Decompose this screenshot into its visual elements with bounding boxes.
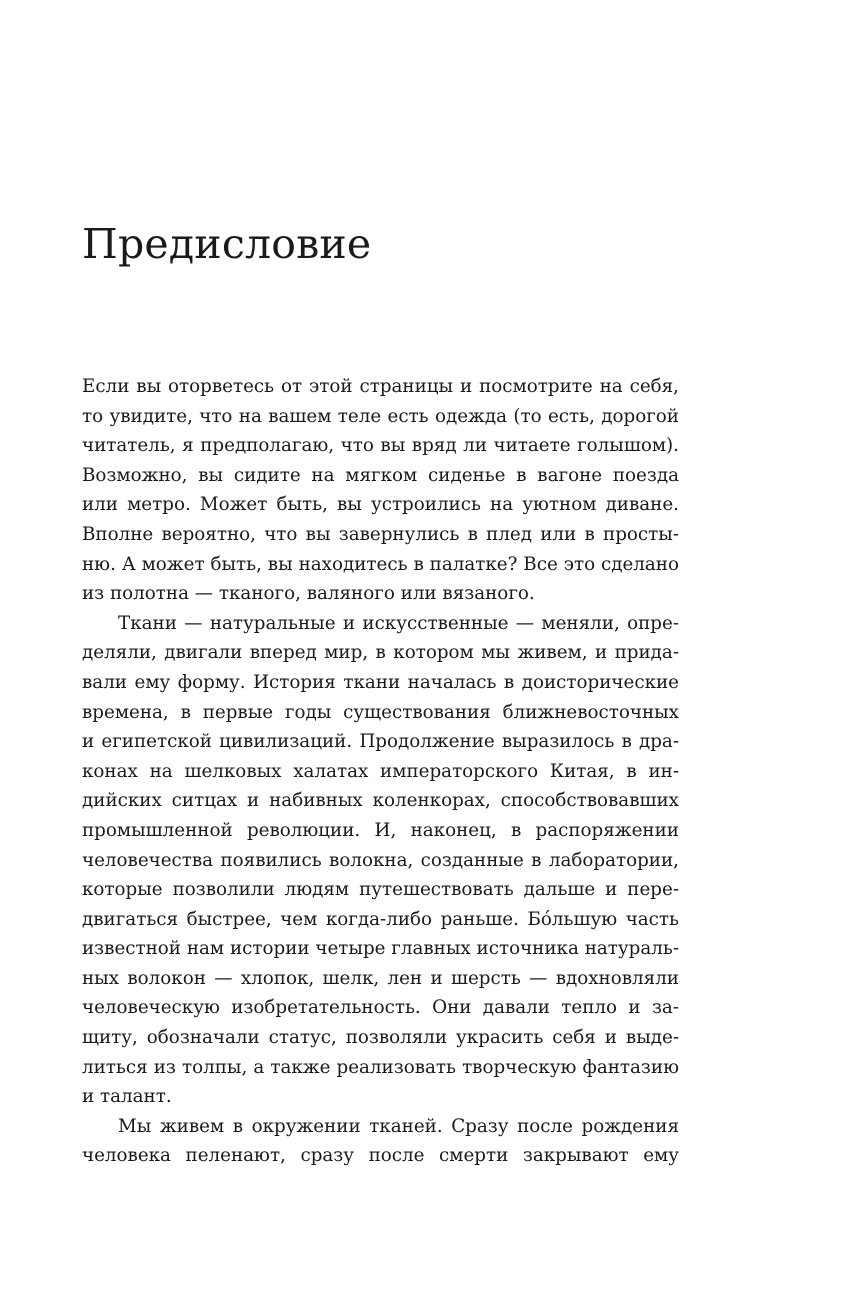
text-line: вали ему форму. История ткани началась в доисторические — [82, 671, 679, 693]
text-line: читатель, я предполагаю, что вы вряд ли читаете голышом). — [82, 435, 679, 457]
text-line: которые позволили людям путешествовать дальше и пере- — [82, 879, 679, 901]
text-line: конах на шелковых халатах императорского Китая, в ин- — [82, 760, 679, 782]
text-line: Если вы оторветесь от этой страницы и посмотрите на себя, — [82, 376, 679, 397]
text-line: ных волокон — хлопок, шелк, лен и шерсть — вдохновляли — [82, 967, 679, 989]
text-line: Возможно, вы сидите на мягком сиденье в вагоне поезда — [82, 464, 679, 486]
text-line: литься из толпы, а также реализовать творческую фантазию — [82, 1056, 679, 1078]
text-line: или метро. Может быть, вы устроились на уютном диване. — [82, 494, 679, 516]
text-line: щиту, обозначали статус, позволяли украсить себя и выде- — [82, 1027, 679, 1049]
text-line: человеческую изобретательность. Они давали тепло и за- — [82, 997, 679, 1019]
text-line: дийских ситцах и набивных коленкорах, способствовавших — [82, 790, 679, 812]
text-line: из полотна — тканого, валяного или вязаного. — [82, 583, 535, 605]
paragraph — [82, 609, 679, 1112]
text-line: Мы живем в окружении тканей. Сразу после рождения — [118, 1115, 679, 1137]
text-line: промышленной революции. И, наконец, в распоряжении — [82, 819, 679, 841]
text-line: известной нам истории четыре главных источника натураль- — [82, 938, 679, 960]
body-text — [82, 372, 679, 1171]
text-line: то увидите, что на вашем теле есть одежда (то есть, дорогой — [82, 405, 679, 427]
text-line: ню. А может быть, вы находитесь в палатке? Все это сделано — [82, 553, 679, 575]
paragraph — [82, 1112, 679, 1171]
text-line: деляли, двигали вперед мир, в котором мы живем, и прида- — [82, 642, 679, 664]
paragraph — [82, 372, 679, 609]
text-line: времена, в первые годы существования ближневосточных — [82, 701, 679, 723]
text-line: и египетской цивилизаций. Продолжение выразилось в дра- — [82, 731, 679, 753]
chapter-title: Предисловие — [82, 220, 372, 268]
text-line: человечества появились волокна, созданные в лаборатории, — [82, 849, 679, 871]
text-line: человека пеленают, сразу после смерти закрывают ему — [82, 1145, 679, 1167]
text-line: и талант. — [82, 1086, 172, 1108]
text-line: Ткани — натуральные и искусственные — меняли, опре- — [118, 612, 679, 634]
text-line: Вполне вероятно, что вы завернулись в плед или в просты- — [82, 523, 679, 545]
text-line: двигаться быстрее, чем когда-либо раньше. Бо́льшую часть — [82, 908, 679, 930]
